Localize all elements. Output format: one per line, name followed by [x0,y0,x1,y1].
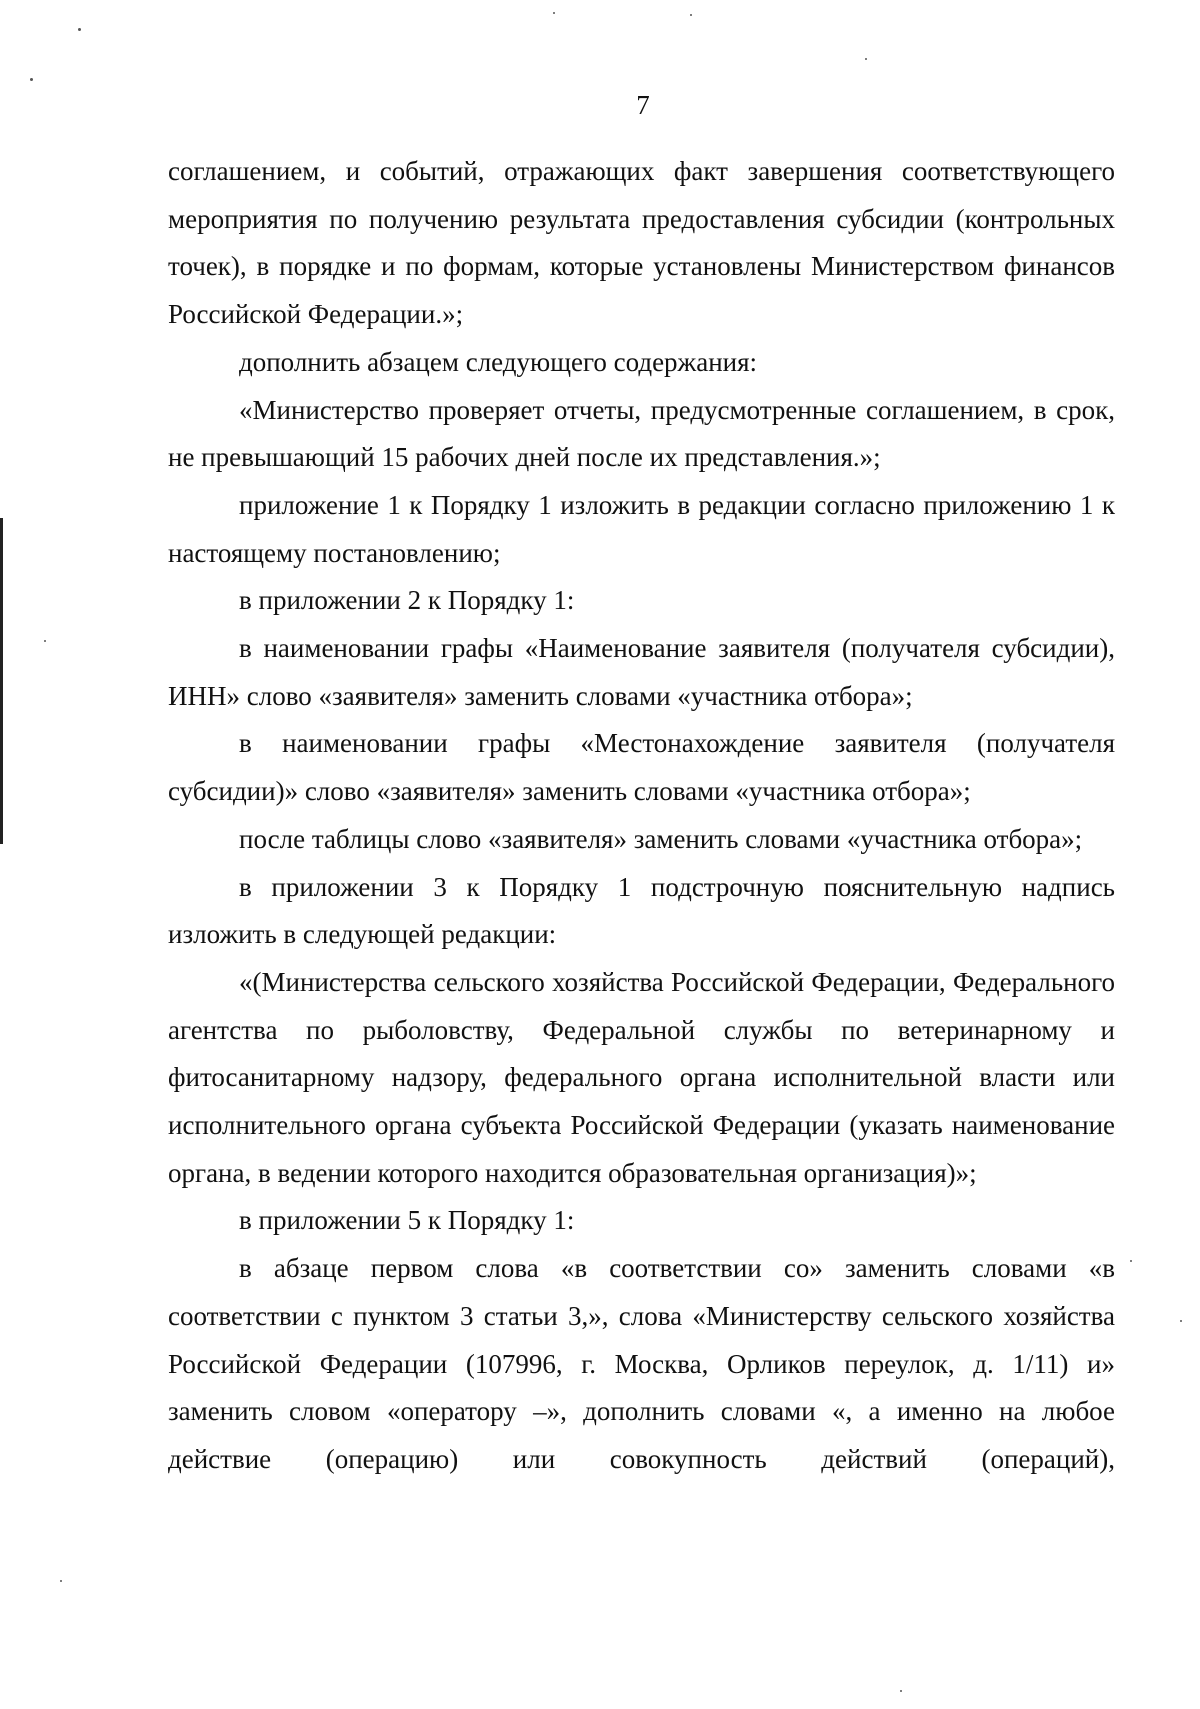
paragraph: в наименовании графы «Местонахождение заявителя (получателя субсидии)» слово «заявителя» заменить словами «участника отбора»; [168,728,1115,807]
scan-speck [690,14,692,16]
paragraph: в абзаце первом слова «в соответствии со» заменить словами «в соответствии с пунктом 3 статьи 3,», слова «Министерству сельского хозяйства Российской Федерации (107996, г. Москва, Орликов переулок, д. 1/11) и» заменить словом «оператору –», дополнить словами «, а именно на любое действие (операцию) или совокупность действий (операций), [168,1253,1115,1474]
scan-speck [553,12,555,14]
paragraph: «Министерство проверяет отчеты, предусмотренные соглашением, в срок, не превышающий 15 рабочих дней после их представления.»; [168,394,1115,473]
scan-speck [865,58,867,60]
scan-speck [44,640,46,642]
scan-speck [900,1690,902,1692]
scan-speck [1130,1260,1132,1262]
paragraph: в приложении 3 к Порядку 1 подстрочную пояснительную надпись изложить в следующей редакции: [168,871,1115,950]
paragraph: дополнить абзацем следующего содержания: [239,346,758,377]
paragraph: соглашением, и событий, отражающих факт завершения соответствующего мероприятия по получению результата предоставления субсидии (контрольных точек), в порядке и по формам, которые установлены Министерством финансов Российской Федерации.»; [168,156,1115,330]
page-number: 7 [636,90,650,120]
paragraph: «(Министерства сельского хозяйства Российской Федерации, Федерального агентства по рыболовству, Федеральной службы по ветеринарному и фитосанитарному надзору, федерального органа исполнительной власти или исполнительного органа субъекта Российской Федерации (указать наименование органа, в ведении которого находится образовательная организация)»; [168,966,1115,1188]
scan-binding-edge [0,518,3,844]
scan-speck [60,1580,62,1582]
scan-speck [1180,1320,1182,1322]
paragraph: в приложении 5 к Порядку 1: [239,1205,575,1236]
scan-speck [30,78,33,81]
paragraph: в наименовании графы «Наименование заявителя (получателя субсидии), ИНН» слово «заявителя» заменить словами «участника отбора»; [168,633,1115,711]
paragraph: после таблицы слово «заявителя» заменить словами «участника отбора»; [239,823,1083,854]
scan-speck [78,28,81,31]
paragraph: приложение 1 к Порядку 1 изложить в редакции согласно приложению 1 к настоящему постановлению; [168,489,1115,568]
document-body [168,148,1115,1484]
paragraph: в приложении 2 к Порядку 1: [239,585,575,616]
